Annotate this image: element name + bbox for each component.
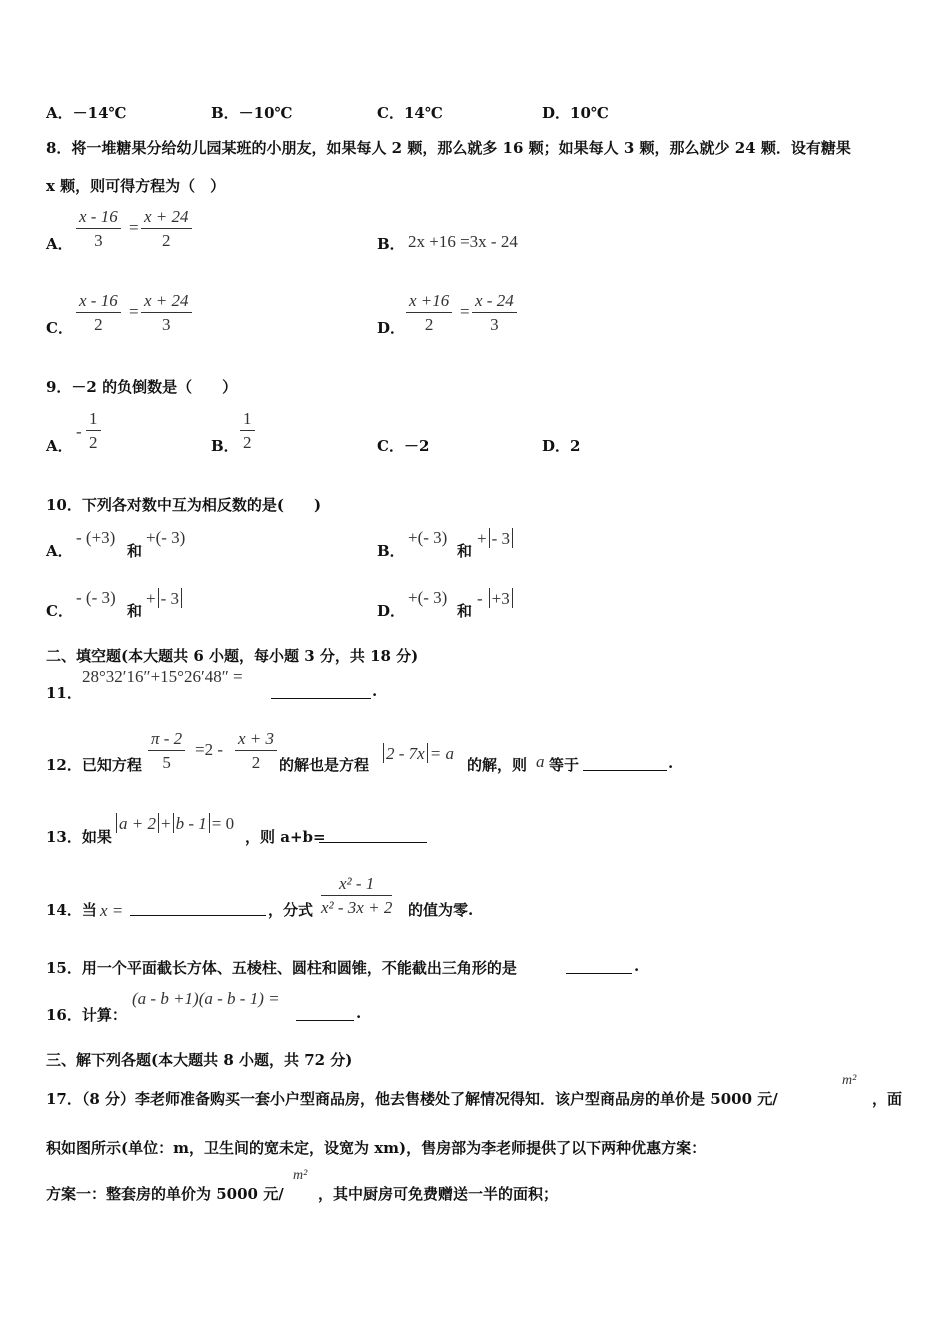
q9-a-fraction: $\frac{1}{2}$ [86,409,101,453]
q15-answer-blank[interactable] [566,957,632,978]
q8-b-equation: 2x +16 =3x - 24 [408,232,518,251]
q7-option-c: C．14℃ [377,104,443,122]
q10-d-expr2: - +3 [477,588,515,609]
q12-right-fraction: $\frac{x + 3}{2}$ [235,729,277,773]
q10-c-expr1: - (- 3) [76,588,116,607]
q17-line3-end: ，其中厨房可免费赠送一半的面积； [318,1185,559,1203]
q10-b-label: B． [377,542,405,560]
q8-stem-line1: 8．将一堆糖果分给幼儿园某班的小朋友，如果每人 2 颗，那么就多 16 颗；如果每人 3 颗，那么就少 24 颗．设有糖果 [46,139,851,157]
q11-number: 11． [46,684,82,702]
q12-text3: 的解，则 [467,756,528,774]
q9-a-sign: - [76,422,82,441]
q13-equation: a + 2 + b - 1 = 0 [114,813,234,834]
q10-stem: 10．下列各对数中互为相反数的是( ) [46,496,322,514]
q10-a-expr1: - (+3) [76,528,116,547]
q14-var: x = [100,901,124,920]
q8-stem-line2: x 颗，则可得方程为（ ） [46,177,226,195]
section-2-heading: 二、填空题(本大题共 6 小题，每小题 3 分，共 18 分) [46,647,419,665]
q9-stem: 9．－2 的负倒数是（ ） [46,378,238,396]
q9-option-c: C．－2 [377,437,430,455]
q12-text4: 等于 [549,756,580,774]
q12-left-fraction: $\frac{\pi - 2}{5}$ [148,729,185,773]
q12-answer-blank[interactable] [583,754,667,775]
q10-d-expr1: +(- 3) [408,588,448,607]
q7-option-d: D．10℃ [542,104,609,122]
q8-b-label: B． [377,235,405,253]
q7-option-b: B．－10℃ [211,104,293,122]
q12-abs-equation: 2 - 7x = a [381,743,454,764]
q17-line1-end: ，面 [872,1090,903,1108]
q17-line1: 17．（8 分）李老师准备购买一套小户型商品房，他去售楼处了解情况得知．该户型商品房的单价是 5000 元/ [46,1090,778,1108]
q8-d-equals: = [460,302,470,321]
q16-answer-blank[interactable] [296,1004,354,1025]
q11-answer-blank[interactable] [271,682,371,703]
q14-prefix: 14．当 [46,901,97,919]
q14-text3: 的值为零. [408,901,474,919]
q16-period: . [356,1004,362,1022]
q14-fraction: $\frac{\text{x² - 1}}{\text{x² - 3x + 2}}$ [321,874,393,917]
q8-d-left-fraction: $\frac{x +16}{2}$ [406,291,452,335]
q13-answer-blank[interactable] [319,826,427,847]
q8-a-left-fraction: $\frac{x - 16}{3}$ [76,207,121,251]
q9-a-label: A． [46,437,73,455]
q7-option-a: A．－14℃ [46,104,127,122]
section-3-heading: 三、解下列各题(本大题共 8 小题，共 72 分) [46,1051,353,1069]
q12-period: . [668,754,674,772]
q16-expression: (a - b +1)(a - b - 1) = [132,989,280,1008]
q17-line3-unit: m² [293,1168,308,1183]
q15-text: 15．用一个平面截长方体、五棱柱、圆柱和圆锥，不能截出三角形的是 [46,959,517,977]
q16-prefix: 16．计算： [46,1006,127,1024]
q10-b-and: 和 [457,542,473,560]
q9-b-label: B． [211,437,239,455]
q11-expression: 28°32′16″+15°26′48″ = [82,667,243,686]
q9-option-d: D．2 [542,437,581,455]
q11-period: . [372,682,378,700]
q8-d-right-fraction: $\frac{x - 24}{3}$ [472,291,517,335]
q8-a-label: A． [46,235,73,253]
q13-text: ，则 a+b= [245,828,326,846]
q10-a-label: A． [46,542,73,560]
q12-var: a [536,752,545,771]
q10-c-label: C． [46,602,73,620]
q12-text2: 的解也是方程 [279,756,370,774]
q8-c-equals: = [129,302,139,321]
q8-c-left-fraction: $\frac{x - 16}{2}$ [76,291,121,335]
q8-c-label: C． [46,319,73,337]
q12-prefix: 12．已知方程 [46,756,142,774]
q17-line3: 方案一：整套房的单价为 5000 元/ [46,1185,284,1203]
q8-a-right-fraction: $\frac{x + 24}{2}$ [141,207,192,251]
q14-text2: ，分式 [268,901,314,919]
q10-b-expr2: + - 3 [477,528,515,549]
q10-c-expr2: + - 3 [146,588,184,609]
q17-line2: 积如图所示(单位：m，卫生间的宽未定，设宽为 xm)，售房部为李老师提供了以下两种优惠方案： [46,1139,707,1157]
q9-b-fraction: $\frac{1}{2}$ [240,409,255,453]
q10-c-and: 和 [127,602,143,620]
q10-b-expr1: +(- 3) [408,528,448,547]
q17-unit: m² [842,1073,857,1088]
q8-a-equals: = [129,218,139,237]
q13-prefix: 13．如果 [46,828,112,846]
q12-mid: =2 - [195,740,223,759]
q10-a-expr2: +(- 3) [146,528,186,547]
q8-c-right-fraction: $\frac{x + 24}{3}$ [141,291,192,335]
q10-d-label: D． [377,602,406,620]
q14-answer-blank[interactable] [130,899,266,920]
q10-d-and: 和 [457,602,473,620]
q15-period: . [634,957,640,975]
q10-a-and: 和 [127,542,143,560]
q8-d-label: D． [377,319,406,337]
